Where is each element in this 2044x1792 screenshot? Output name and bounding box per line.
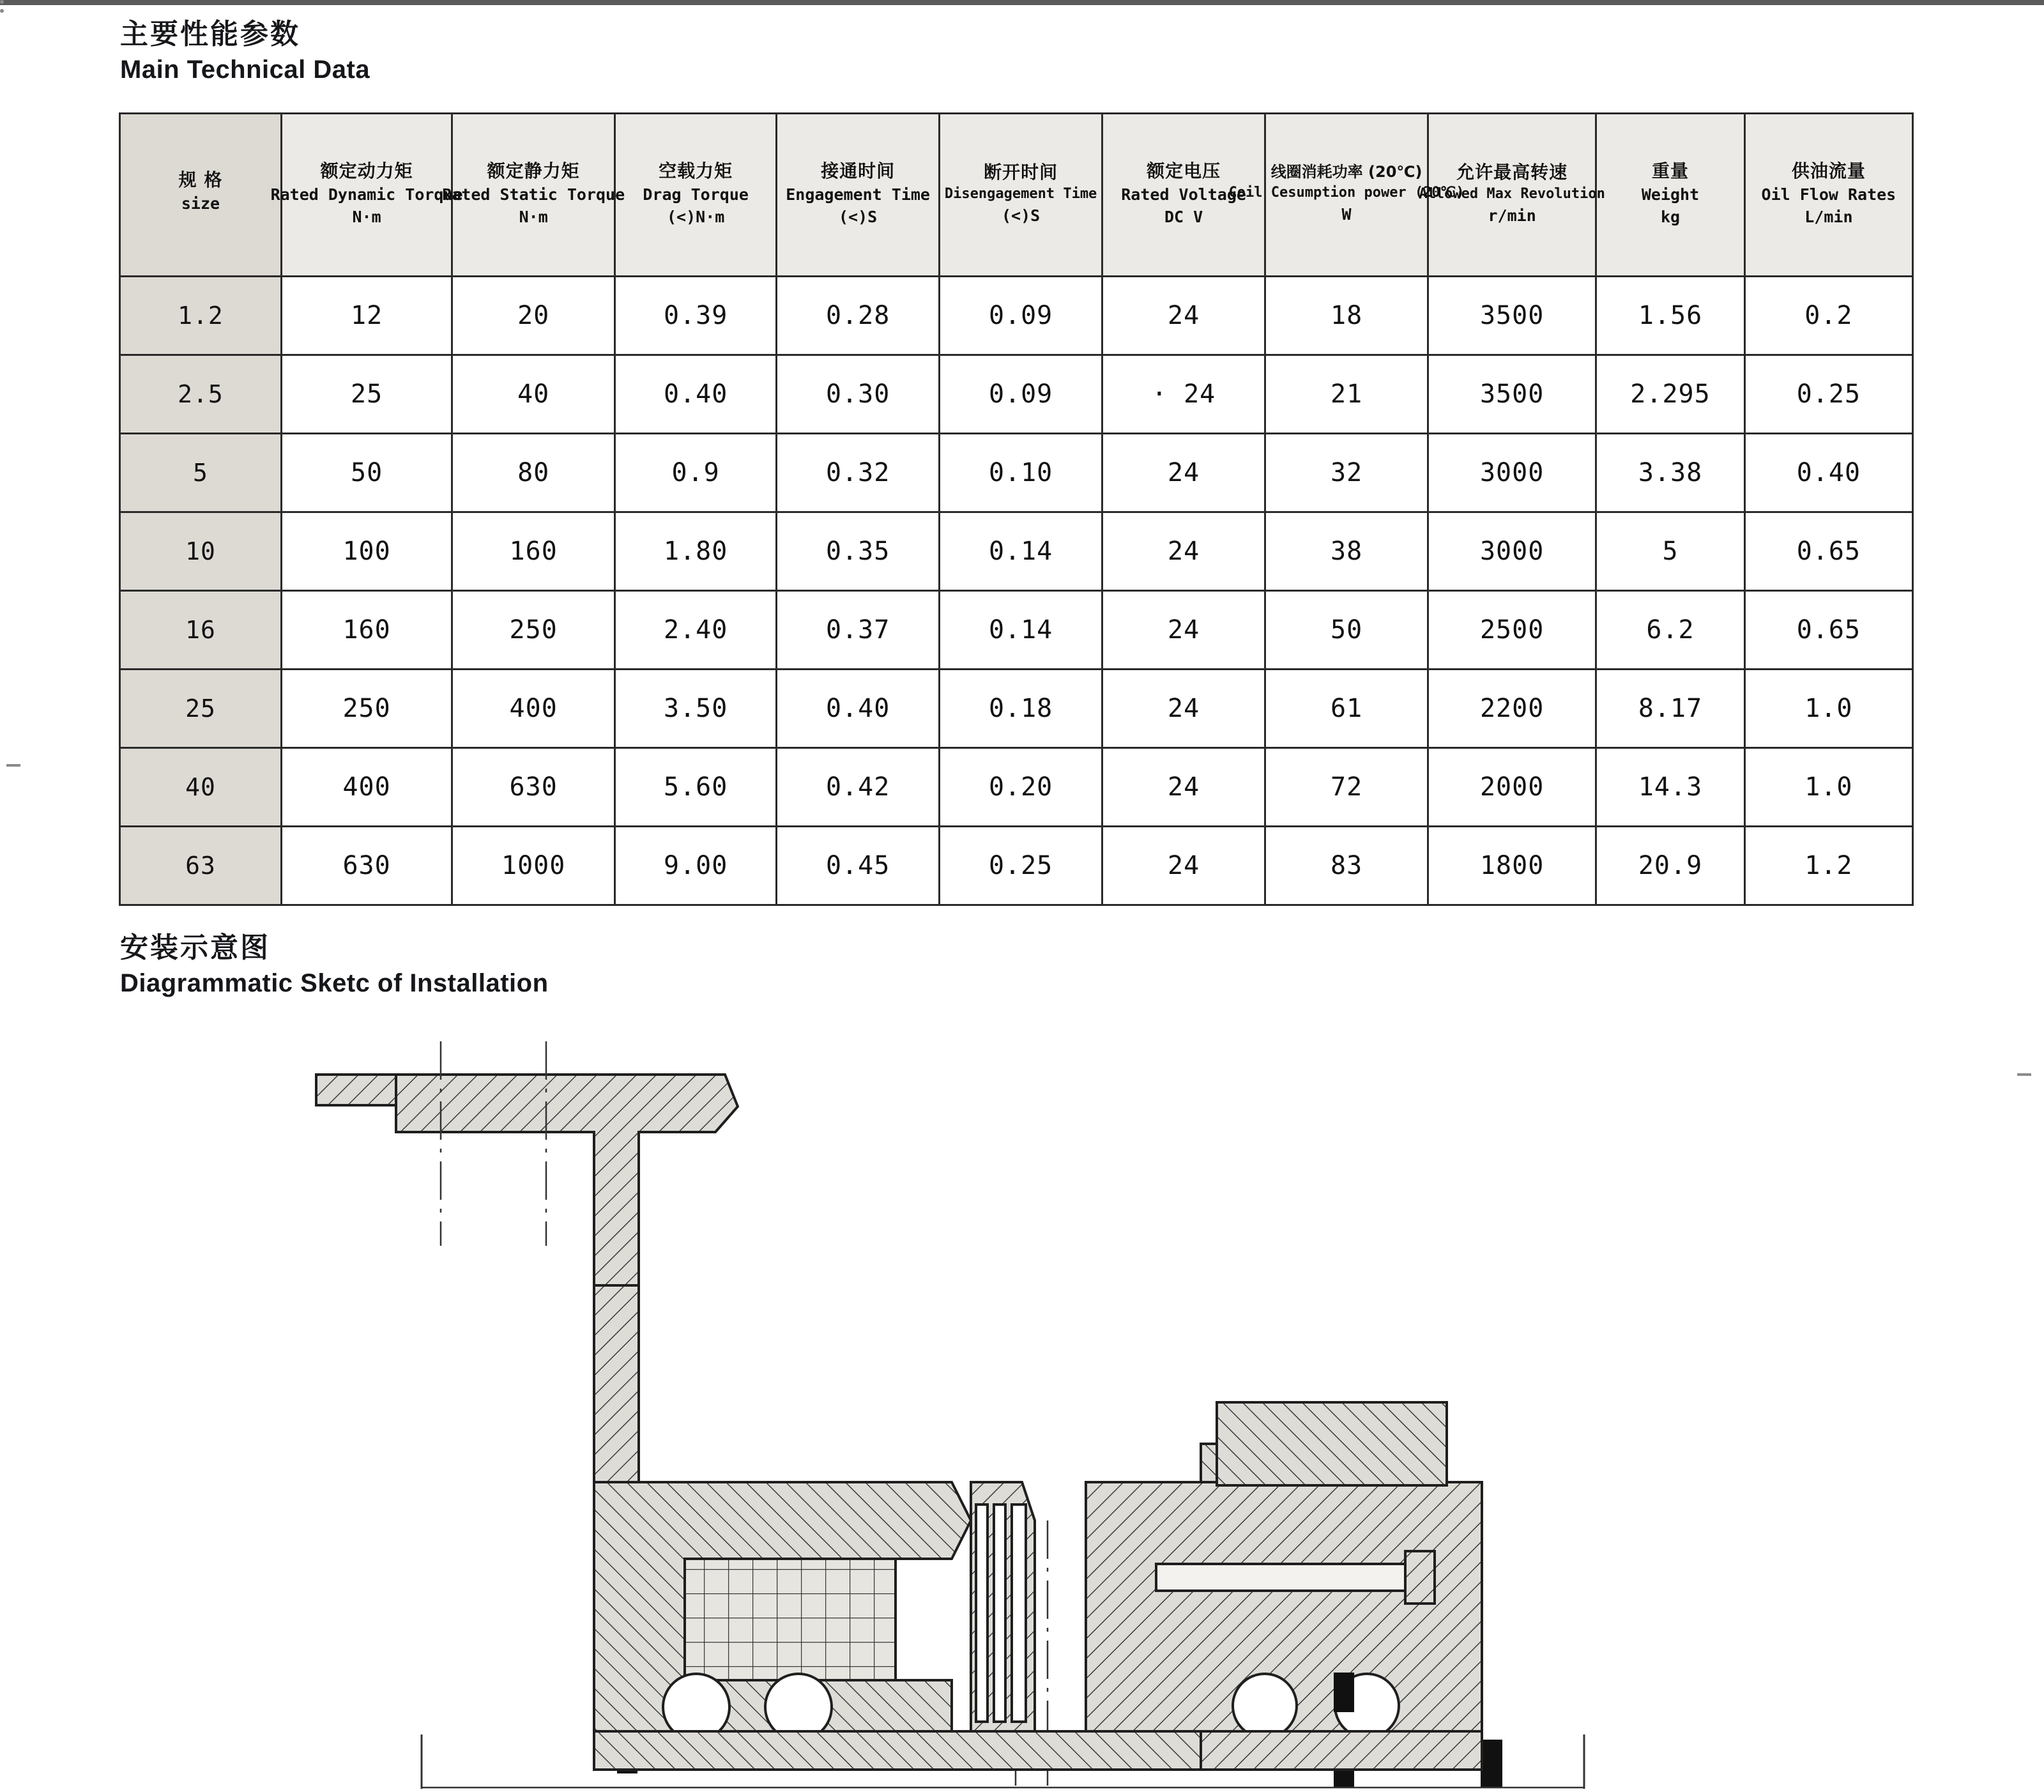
cell-allowed-max-revolution: 3000	[1428, 512, 1596, 591]
cell-weight: 3.38	[1596, 434, 1745, 512]
col-header-cn: 接通时间	[821, 160, 896, 182]
col-header-cn: 线圈消耗功率 (20℃)	[1270, 163, 1422, 181]
table-row	[120, 748, 1913, 827]
col-header-unit: N·m	[352, 207, 381, 226]
scan-mark-left-dash	[6, 764, 20, 767]
cell-oil-flow-rates: 1.0	[1744, 670, 1912, 748]
technical-data-table-wrapper	[119, 112, 1914, 906]
cell-oil-flow-rates: 0.65	[1744, 512, 1912, 591]
cell-oil-flow-rates: 0.40	[1744, 434, 1912, 512]
col-header-en: Disengagement Time	[944, 186, 1097, 203]
cell-coil-consumption-power: 61	[1265, 670, 1428, 748]
table-body	[120, 277, 1913, 905]
cell-coil-consumption-power: 83	[1265, 827, 1428, 905]
col-header-en: Oil Flow Rates	[1761, 185, 1896, 204]
table-header	[120, 114, 1913, 277]
cell-allowed-max-revolution: 3500	[1428, 355, 1596, 434]
cell-rated-voltage: · 24	[1102, 355, 1265, 434]
col-header-cn: 额定电压	[1147, 160, 1221, 182]
cell-disengagement-time: 0.09	[940, 277, 1102, 355]
col-header-en: Allowed Max Revolution	[1419, 186, 1605, 203]
cell-rated-dynamic-torque: 400	[281, 748, 452, 827]
cell-allowed-max-revolution: 1800	[1428, 827, 1596, 905]
col-header-en: Engagement Time	[786, 185, 930, 204]
col-header-en: size	[181, 194, 220, 213]
cell-coil-consumption-power: 72	[1265, 748, 1428, 827]
cell-rated-voltage: 24	[1102, 748, 1265, 827]
cell-oil-flow-rates: 0.25	[1744, 355, 1912, 434]
cell-engagement-time: 0.32	[777, 434, 940, 512]
cell-drag-torque: 3.50	[615, 670, 777, 748]
col-header-cn: 规 格	[178, 169, 223, 191]
cell-size: 63	[120, 827, 282, 905]
cell-disengagement-time: 0.14	[940, 591, 1102, 670]
table-col-header-size	[120, 114, 282, 277]
col-header-cn: 额定静力矩	[487, 160, 580, 182]
cell-drag-torque: 1.80	[615, 512, 777, 591]
cell-size: 25	[120, 670, 282, 748]
table-col-header-allowed-max-revolution	[1419, 114, 1605, 277]
cell-drag-torque: 2.40	[615, 591, 777, 670]
table-col-header-engagement-time	[777, 114, 940, 277]
table-row	[120, 355, 1913, 434]
table-col-header-disengagement-time	[940, 114, 1102, 277]
cell-rated-static-torque: 160	[452, 512, 615, 591]
cell-disengagement-time: 0.18	[940, 670, 1102, 748]
table-row	[120, 591, 1913, 670]
col-header-unit: DC V	[1164, 207, 1203, 226]
cell-engagement-time: 0.42	[777, 748, 940, 827]
col-header-unit: N·m	[519, 207, 548, 226]
scan-mark-right-dash	[2017, 1073, 2031, 1076]
cell-coil-consumption-power: 18	[1265, 277, 1428, 355]
cell-rated-dynamic-torque: 12	[281, 277, 452, 355]
cell-engagement-time: 0.40	[777, 670, 940, 748]
cell-rated-static-torque: 40	[452, 355, 615, 434]
cell-coil-consumption-power: 38	[1265, 512, 1428, 591]
cell-engagement-time: 0.30	[777, 355, 940, 434]
cell-rated-static-torque: 400	[452, 670, 615, 748]
cell-rated-static-torque: 630	[452, 748, 615, 827]
cell-rated-dynamic-torque: 250	[281, 670, 452, 748]
cell-engagement-time: 0.35	[777, 512, 940, 591]
table-col-header-rated-static-torque	[442, 114, 625, 277]
cell-size: 10	[120, 512, 282, 591]
cell-weight: 1.56	[1596, 277, 1745, 355]
cell-rated-voltage: 24	[1102, 827, 1265, 905]
table-row	[120, 670, 1913, 748]
col-header-en: Coil Cesumption power (20℃)	[1228, 185, 1465, 201]
cell-rated-static-torque: 250	[452, 591, 615, 670]
cell-disengagement-time: 0.20	[940, 748, 1102, 827]
cell-size: 2.5	[120, 355, 282, 434]
cell-rated-voltage: 24	[1102, 512, 1265, 591]
heading-main-english: Main Technical Data	[120, 56, 370, 84]
table-col-header-drag-torque	[615, 114, 777, 277]
cell-disengagement-time: 0.14	[940, 512, 1102, 591]
cell-allowed-max-revolution: 2500	[1428, 591, 1596, 670]
col-header-unit: L/min	[1804, 207, 1853, 226]
cell-rated-dynamic-torque: 100	[281, 512, 452, 591]
col-header-cn: 空载力矩	[659, 160, 733, 182]
cell-engagement-time: 0.45	[777, 827, 940, 905]
cell-rated-static-torque: 1000	[452, 827, 615, 905]
installation-sketch-drawing	[0, 1035, 2044, 1789]
table-row	[120, 827, 1913, 905]
col-header-unit: kg	[1660, 207, 1681, 226]
heading-sketch-english: Diagrammatic Sketc of Installation	[120, 969, 549, 998]
col-header-en: Weight	[1641, 185, 1700, 204]
cell-allowed-max-revolution: 3500	[1428, 277, 1596, 355]
cell-rated-voltage: 24	[1102, 591, 1265, 670]
heading-sketch-chinese: 安装示意图	[120, 931, 270, 964]
table-row	[120, 434, 1913, 512]
col-header-unit: (<)N·m	[666, 207, 725, 226]
cell-drag-torque: 0.40	[615, 355, 777, 434]
cell-rated-voltage: 24	[1102, 670, 1265, 748]
col-header-cn: 供油流量	[1791, 160, 1866, 182]
cell-coil-consumption-power: 50	[1265, 591, 1428, 670]
cell-weight: 8.17	[1596, 670, 1745, 748]
col-header-unit: r/min	[1488, 206, 1536, 225]
col-header-en: Rated Voltage	[1121, 185, 1246, 204]
col-header-en: Drag Torque	[643, 185, 749, 204]
table-row	[120, 277, 1913, 355]
cell-rated-dynamic-torque: 630	[281, 827, 452, 905]
cell-disengagement-time: 0.10	[940, 434, 1102, 512]
cell-rated-dynamic-torque: 160	[281, 591, 452, 670]
col-header-cn: 重量	[1651, 160, 1689, 182]
cell-coil-consumption-power: 32	[1265, 434, 1428, 512]
cell-rated-voltage: 24	[1102, 277, 1265, 355]
table-row	[120, 512, 1913, 591]
cell-coil-consumption-power: 21	[1265, 355, 1428, 434]
cell-allowed-max-revolution: 2000	[1428, 748, 1596, 827]
cell-oil-flow-rates: 1.2	[1744, 827, 1912, 905]
cell-oil-flow-rates: 1.0	[1744, 748, 1912, 827]
cell-drag-torque: 0.9	[615, 434, 777, 512]
table-col-header-oil-flow-rates	[1744, 114, 1912, 277]
table-col-header-rated-dynamic-torque	[270, 114, 463, 277]
col-header-cn: 断开时间	[984, 162, 1058, 183]
cell-size: 5	[120, 434, 282, 512]
col-header-unit: (<)S	[1001, 206, 1041, 225]
cell-engagement-time: 0.28	[777, 277, 940, 355]
cell-weight: 2.295	[1596, 355, 1745, 434]
cell-rated-static-torque: 20	[452, 277, 615, 355]
cell-disengagement-time: 0.09	[940, 355, 1102, 434]
cell-weight: 20.9	[1596, 827, 1745, 905]
cell-size: 1.2	[120, 277, 282, 355]
heading-main-chinese: 主要性能参数	[120, 18, 300, 50]
cell-engagement-time: 0.37	[777, 591, 940, 670]
cell-weight: 5	[1596, 512, 1745, 591]
cell-size: 40	[120, 748, 282, 827]
cell-rated-dynamic-torque: 25	[281, 355, 452, 434]
col-header-en: Rated Dynamic Torque	[270, 185, 463, 204]
col-header-en: Rated Static Torque	[442, 185, 625, 204]
cell-allowed-max-revolution: 2200	[1428, 670, 1596, 748]
col-header-cn: 允许最高转速	[1456, 162, 1568, 183]
col-header-cn: 额定动力矩	[320, 160, 413, 182]
col-header-unit: W	[1341, 204, 1352, 224]
scan-mark-left-dots	[0, 0, 4, 14]
table-header-row	[120, 114, 1913, 277]
table-col-header-weight	[1596, 114, 1745, 277]
technical-data-table	[119, 112, 1914, 906]
cell-oil-flow-rates: 0.65	[1744, 591, 1912, 670]
section-heading-installation-sketch	[120, 933, 549, 999]
cell-oil-flow-rates: 0.2	[1744, 277, 1912, 355]
cell-rated-dynamic-torque: 50	[281, 434, 452, 512]
section-heading-main-technical-data	[120, 19, 370, 86]
cell-drag-torque: 9.00	[615, 827, 777, 905]
cell-size: 16	[120, 591, 282, 670]
cell-drag-torque: 5.60	[615, 748, 777, 827]
table-col-header-coil-consumption-power	[1228, 114, 1465, 277]
cell-weight: 6.2	[1596, 591, 1745, 670]
col-header-unit: (<)S	[839, 207, 878, 226]
cell-rated-voltage: 24	[1102, 434, 1265, 512]
cross-section-svg	[0, 1035, 2044, 1789]
cell-disengagement-time: 0.25	[940, 827, 1102, 905]
cell-drag-torque: 0.39	[615, 277, 777, 355]
cell-allowed-max-revolution: 3000	[1428, 434, 1596, 512]
cell-weight: 14.3	[1596, 748, 1745, 827]
cell-rated-static-torque: 80	[452, 434, 615, 512]
